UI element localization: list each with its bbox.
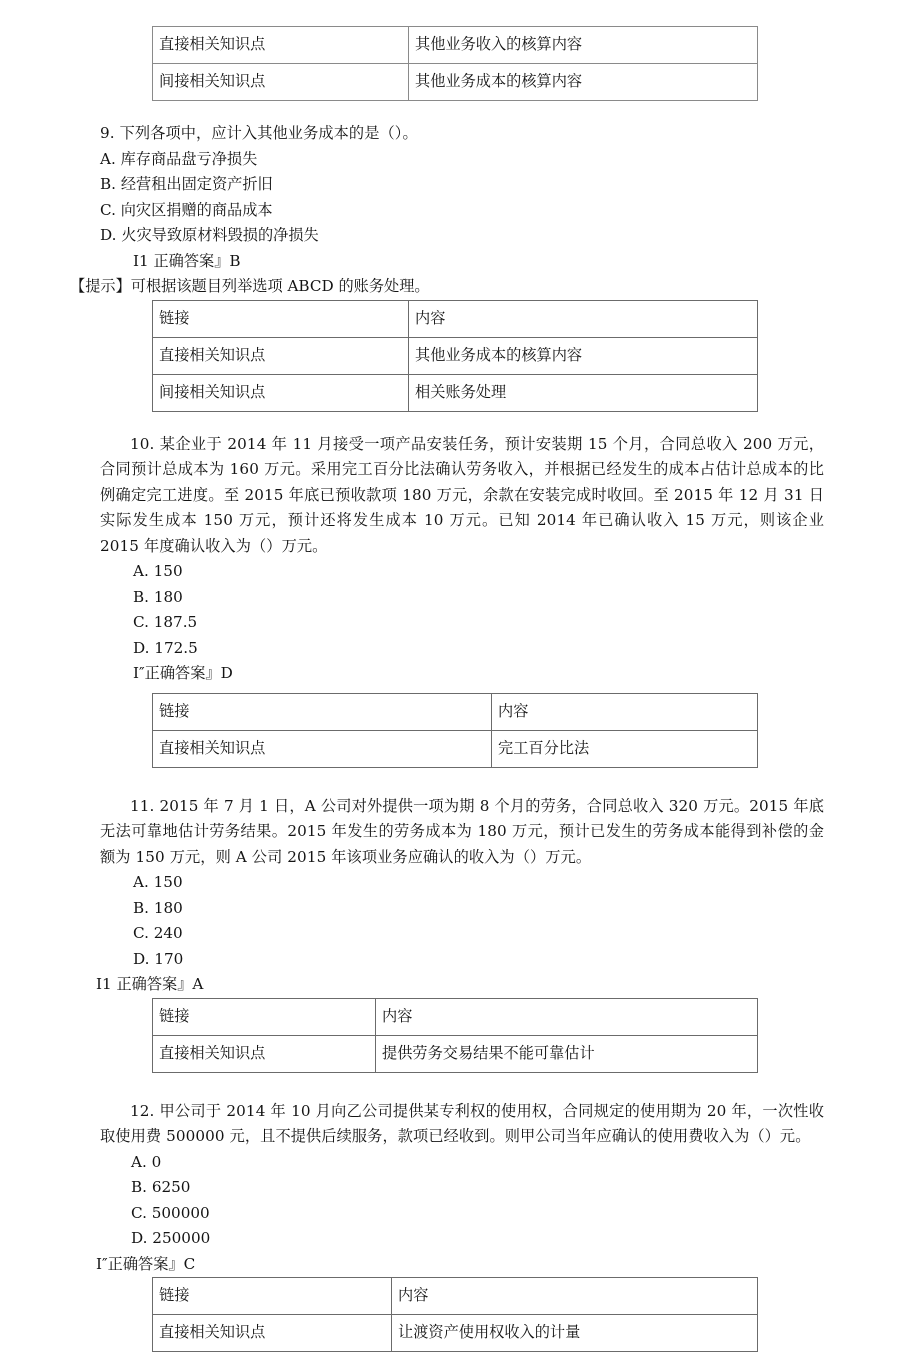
knowledge-table-11 [152, 998, 758, 1073]
question-10-option-a: A. 150 [0, 559, 920, 585]
question-9-stem: 9. 下列各项中，应计入其他业务成本的是（）。 [0, 121, 920, 147]
spacer-after-q11 [0, 1073, 920, 1099]
header-content: 内容 [492, 693, 758, 730]
table-row [153, 1315, 758, 1352]
question-9-hint: 【提示】可根据该题目列举选项 ABCD 的账务处理。 [0, 274, 920, 300]
question-10-option-d: D. 172.5 [0, 636, 920, 662]
question-11-option-c: C. 240 [0, 921, 920, 947]
question-12-option-c: C. 500000 [0, 1201, 920, 1227]
header-link: 链接 [153, 1278, 392, 1315]
question-11-option-a: A. 150 [0, 870, 920, 896]
cell-content: 提供劳务交易结果不能可靠估计 [376, 1035, 758, 1072]
question-9-option-c: C. 向灾区捐赠的商品成本 [0, 198, 920, 224]
question-10-answer: I″正确答案』D [0, 661, 920, 687]
header-link: 链接 [153, 998, 376, 1035]
header-link: 链接 [153, 693, 492, 730]
question-12-option-b: B. 6250 [0, 1175, 920, 1201]
table-header-row [153, 300, 758, 337]
spacer-after-top-table [0, 101, 920, 121]
question-10-option-c: C. 187.5 [0, 610, 920, 636]
spacer-after-q10 [0, 768, 920, 794]
header-content: 内容 [376, 998, 758, 1035]
table-row [153, 730, 758, 767]
cell-content: 让渡资产使用权收入的计量 [392, 1315, 758, 1352]
table-row [153, 337, 758, 374]
question-9-answer: I1 正确答案』B [0, 249, 920, 275]
cell-content: 其他业务成本的核算内容 [409, 337, 758, 374]
cell-content: 相关账务处理 [409, 374, 758, 411]
cell-label: 间接相关知识点 [153, 374, 409, 411]
cell-label: 直接相关知识点 [153, 730, 492, 767]
header-link: 链接 [153, 300, 409, 337]
knowledge-table-10 [152, 693, 758, 768]
cell-label: 直接相关知识点 [153, 1315, 392, 1352]
table-header-row [153, 998, 758, 1035]
cell-label: 直接相关知识点 [153, 27, 409, 64]
cell-content: 其他业务成本的核算内容 [409, 64, 758, 101]
table-header-row [153, 693, 758, 730]
question-11-option-b: B. 180 [0, 896, 920, 922]
table-row [153, 64, 758, 101]
table-row [153, 374, 758, 411]
knowledge-table-top [152, 26, 758, 101]
question-block-9 [0, 121, 920, 412]
question-block-12 [0, 1099, 920, 1352]
question-9-option-b: B. 经营租出固定资产折旧 [0, 172, 920, 198]
question-10-stem: 10. 某企业于 2014 年 11 月接受一项产品安装任务，预计安装期 15 个月，合同总收入 200 万元，合同预计总成本为 160 万元。采用完工百分比法确认劳务收入，并根据已经发生的成本占估计总成本的比例确定完工进度。至 2015 年底已预收款项 180 万元，余款在安装完成时收回。至 2015 年 12 月 31 日实际发生成本 150 万元，预计还将发生成本 10 万元。已知 2014 年已确认收入 15 万元，则该企业 2015 年度确认收入为（）万元。 [0, 432, 920, 560]
top-spacer [0, 0, 920, 26]
cell-label: 直接相关知识点 [153, 337, 409, 374]
knowledge-table-9 [152, 300, 758, 412]
cell-content: 完工百分比法 [492, 730, 758, 767]
question-12-stem: 12. 甲公司于 2014 年 10 月向乙公司提供某专利权的使用权，合同规定的使用期为 20 年，一次性收取使用费 500000 元，且不提供后续服务，款项已经收到。则甲公司当年应确认的使用费收入为（）元。 [0, 1099, 920, 1150]
question-12-option-a: A. 0 [0, 1150, 920, 1176]
table-header-row [153, 1278, 758, 1315]
question-11-stem: 11. 2015 年 7 月 1 日，A 公司对外提供一项为期 8 个月的劳务，合同总收入 320 万元。2015 年底无法可靠地估计劳务结果。2015 年发生的劳务成本为 180 万元，预计已发生的劳务成本能得到补偿的金额为 150 万元，则 A 公司 2015 年该项业务应确认的收入为（）万元。 [0, 794, 920, 871]
question-9-option-d: D. 火灾导致原材料毁损的净损失 [0, 223, 920, 249]
question-11-answer: I1 正确答案』A [0, 972, 920, 998]
header-content: 内容 [392, 1278, 758, 1315]
spacer-after-q9 [0, 412, 920, 432]
cell-label: 间接相关知识点 [153, 64, 409, 101]
cell-content: 其他业务收入的核算内容 [409, 27, 758, 64]
question-9-option-a: A. 库存商品盘亏净损失 [0, 147, 920, 173]
table-row [153, 1035, 758, 1072]
question-12-answer: I″正确答案』C [0, 1252, 920, 1278]
cell-label: 直接相关知识点 [153, 1035, 376, 1072]
header-content: 内容 [409, 300, 758, 337]
question-11-option-d: D. 170 [0, 947, 920, 973]
knowledge-table-12 [152, 1277, 758, 1352]
question-12-option-d: D. 250000 [0, 1226, 920, 1252]
table-row [153, 27, 758, 64]
question-10-option-b: B. 180 [0, 585, 920, 611]
question-block-10 [0, 432, 920, 768]
question-block-11 [0, 794, 920, 1073]
